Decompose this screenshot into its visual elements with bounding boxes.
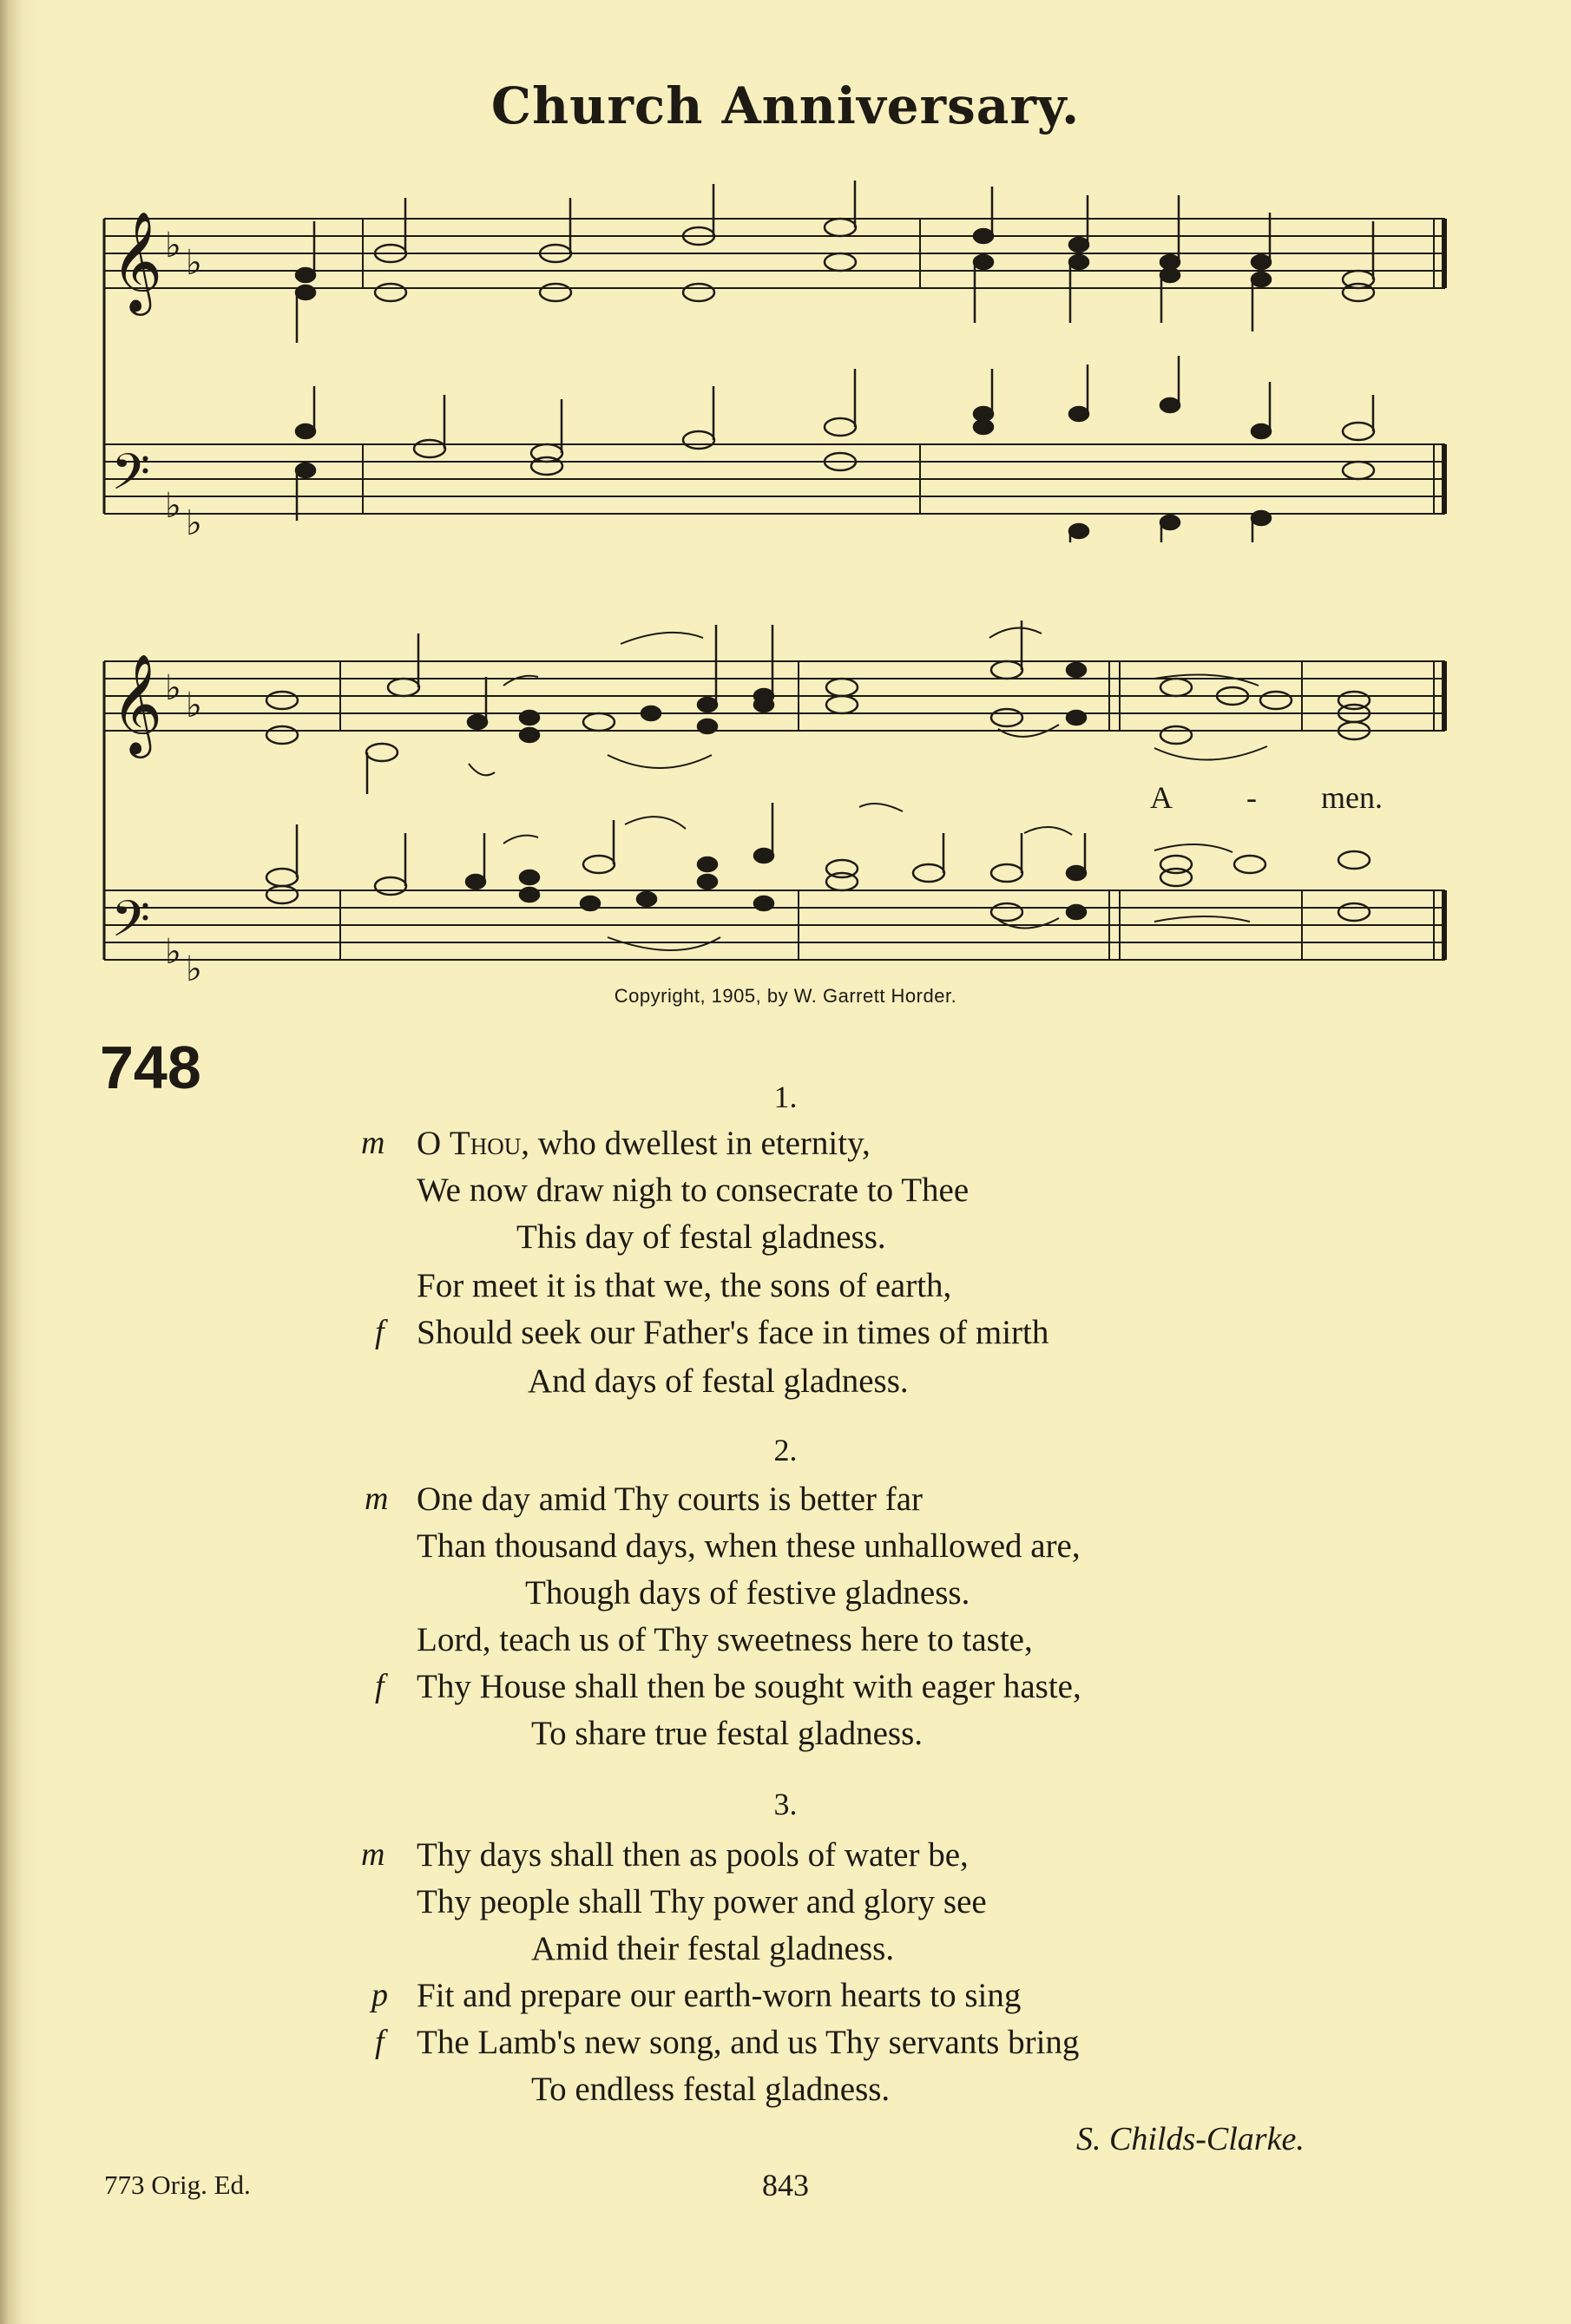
- hymn-number: 748: [100, 1034, 201, 1101]
- verse-line: This day of festal gladness.: [516, 1218, 886, 1256]
- verse-line: We now draw nigh to consecrate to Thee: [417, 1172, 970, 1209]
- staff-bass-2: [104, 890, 1445, 960]
- verse-line: Than thousand days, when these unhallowed are,: [417, 1527, 1081, 1565]
- verse-line: To share true festal gladness.: [531, 1715, 924, 1752]
- svg-text:♭: ♭: [186, 949, 202, 981]
- dynamic-marking: f: [375, 2024, 385, 2060]
- verse-line: Thy House shall then be sought with eager haste,: [417, 1668, 1081, 1705]
- svg-text:♭: ♭: [165, 668, 181, 708]
- verse-line: One day amid Thy courts is better far: [417, 1480, 924, 1518]
- small-caps-word: Thou: [449, 1125, 522, 1162]
- amen-dash: -: [1246, 780, 1257, 815]
- svg-text:♭: ♭: [165, 226, 181, 266]
- verse-line: Should seek our Father's face in times of mirth: [417, 1314, 1049, 1351]
- original-edition-number: 773 Orig. Ed.: [104, 2170, 251, 2200]
- svg-text:♭: ♭: [165, 932, 181, 972]
- amen-syllable-men: men.: [1321, 780, 1383, 815]
- svg-text:♭: ♭: [186, 243, 202, 283]
- treble-clef-2: 𝄞: [111, 653, 163, 754]
- dynamic-marking: p: [371, 1977, 388, 2013]
- dynamic-marking: m: [361, 1836, 385, 1873]
- music-score: [0, 0, 1571, 981]
- verse-number: 1.: [773, 1080, 798, 1114]
- dynamic-marking: f: [375, 1668, 385, 1704]
- verse-line: Lord, teach us of Thy sweetness here to taste,: [417, 1621, 1033, 1658]
- verse-line: And days of festal gladness.: [528, 1362, 909, 1400]
- copyright-notice: Copyright, 1905, by W. Garrett Horder.: [614, 985, 957, 1007]
- verse-line: O Thou, who dwellest in eternity,: [417, 1125, 871, 1162]
- staff-treble-2: [104, 661, 1445, 731]
- amen-syllable-a: A: [1150, 780, 1173, 815]
- verse-line: The Lamb's new song, and us Thy servants bring: [417, 2024, 1080, 2061]
- svg-text:♭: ♭: [165, 486, 181, 526]
- page-title: Church Anniversary.: [490, 76, 1081, 135]
- bass-clef-1: 𝄢: [111, 443, 151, 514]
- svg-text:♭: ♭: [186, 686, 202, 725]
- verse-line: Fit and prepare our earth-worn hearts to sing: [417, 1977, 1022, 2014]
- verse-line: Thy days shall then as pools of water be,: [417, 1836, 969, 1874]
- verse-line: To endless festal gladness.: [531, 2071, 891, 2108]
- author-credit: S. Childs-Clarke.: [1076, 2121, 1305, 2157]
- bass-clef-2: 𝄢: [111, 890, 151, 961]
- verse-number: 2.: [773, 1433, 798, 1467]
- verse-line: For meet it is that we, the sons of earth,: [417, 1267, 952, 1304]
- verse-line: Thy people shall Thy power and glory see: [417, 1883, 987, 1920]
- dynamic-marking: m: [361, 1125, 385, 1161]
- dynamic-marking: m: [365, 1480, 389, 1517]
- verse-line: Amid their festal gladness.: [531, 1930, 895, 1967]
- verse-number: 3.: [773, 1787, 798, 1822]
- staff-bass-1: [104, 444, 1445, 514]
- svg-text:♭: ♭: [186, 503, 202, 543]
- page-number: 843: [762, 2168, 809, 2203]
- verse-line: Though days of festive gladness.: [525, 1574, 970, 1612]
- treble-clef-1: 𝄞: [111, 210, 163, 312]
- dynamic-marking: f: [375, 1314, 385, 1350]
